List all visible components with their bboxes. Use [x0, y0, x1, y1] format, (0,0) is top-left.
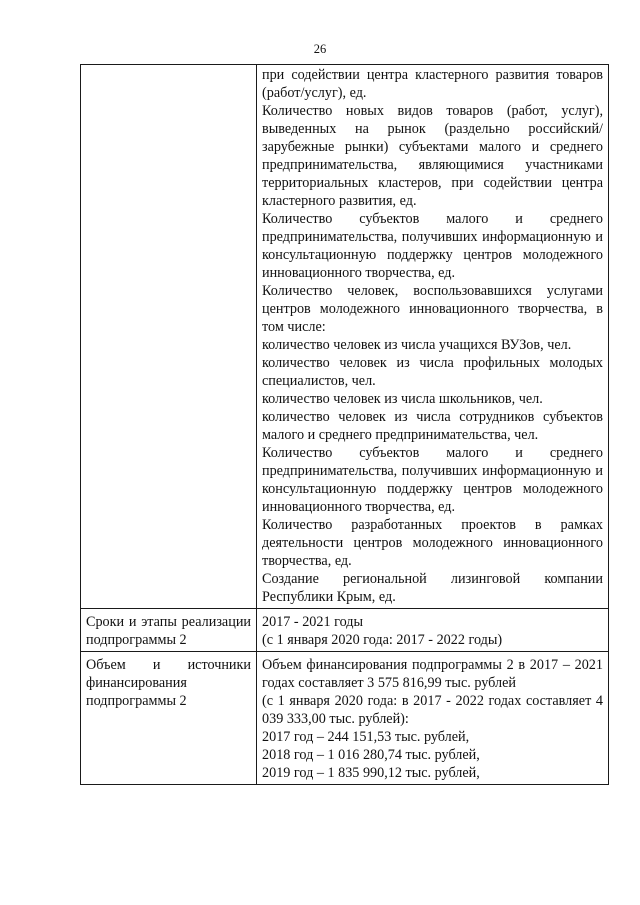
row-label-financing: Объем и источники финансирования подпрограммы 2	[81, 652, 257, 785]
timeline-line: 2017 - 2021 годы	[262, 614, 364, 630]
table-row-timeline	[81, 609, 609, 652]
indicator-paragraph: Количество субъектов малого и среднего предпринимательства, получивших информационную и консультационную поддержку центров молодежного инновационного творчества, ед.	[262, 445, 603, 515]
indicator-paragraph: количество человек из числа учащихся ВУЗов, чел.	[262, 337, 572, 353]
timeline-line: (с 1 января 2020 года: 2017 - 2022 годы)	[262, 632, 503, 648]
table-row-financing	[81, 652, 609, 785]
row-label-timeline: Сроки и этапы реализации подпрограммы 2	[81, 609, 257, 652]
timeline-cell	[257, 609, 609, 652]
indicator-paragraph: Создание региональной лизинговой компании Республики Крым, ед.	[262, 571, 603, 605]
financing-line: 2017 год – 244 151,53 тыс. рублей,	[262, 729, 470, 745]
indicator-paragraph: Количество человек, воспользовавшихся услугами центров молодежного инновационного творчества, в том числе:	[262, 283, 603, 335]
indicator-paragraph: количество человек из числа сотрудников субъектов малого и среднего предпринимательства, чел.	[262, 409, 603, 443]
financing-line: Объем финансирования подпрограммы 2 в 2017 – 2021 годах составляет 3 575 816,99 тыс. рублей	[262, 657, 603, 691]
indicator-paragraph: количество человек из числа школьников, чел.	[262, 391, 543, 407]
financing-line: 2018 год – 1 016 280,74 тыс. рублей,	[262, 747, 480, 763]
indicator-paragraph: при содействии центра кластерного развития товаров (работ/услуг), ед.	[262, 67, 603, 101]
passport-table	[80, 64, 609, 785]
financing-line: (с 1 января 2020 года: в 2017 - 2022 годах составляет 4 039 333,00 тыс. рублей):	[262, 693, 603, 727]
indicator-paragraph: Количество разработанных проектов в рамках деятельности центров молодежного инновационного творчества, ед.	[262, 517, 603, 569]
indicator-paragraph: количество человек из числа профильных молодых специалистов, чел.	[262, 355, 603, 389]
financing-line: 2019 год – 1 835 990,12 тыс. рублей,	[262, 765, 480, 781]
page-number: 26	[313, 42, 327, 56]
row-label-empty	[81, 65, 257, 609]
indicator-paragraph: Количество субъектов малого и среднего предпринимательства, получивших информационную и консультационную поддержку центров молодежного инновационного творчества, ед.	[262, 211, 603, 281]
financing-cell	[257, 652, 609, 785]
indicators-cell	[257, 65, 609, 609]
table-row-indicators	[81, 65, 609, 609]
indicator-paragraph: Количество новых видов товаров (работ, услуг), выведенных на рынок (раздельно российский/зарубежные рынки) субъектами малого и среднего предпринимательства, являющимися участниками территориальных кластеров, при содействии центра кластерного развития, ед.	[262, 103, 603, 209]
